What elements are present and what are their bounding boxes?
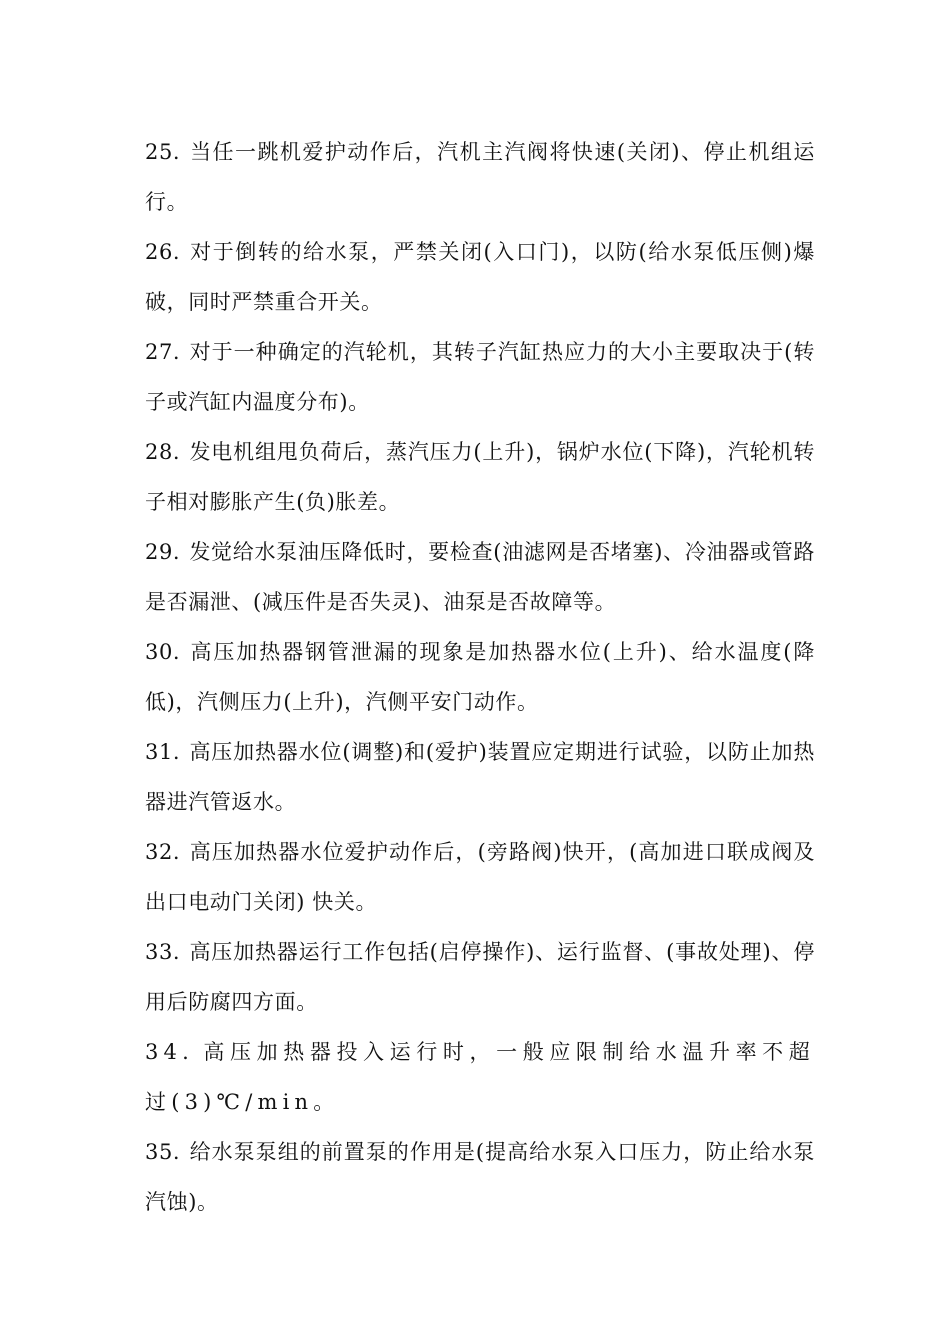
item-number: 34.	[145, 1040, 194, 1064]
item-text: 高压加热器投入运行时，一般应限制给水温升率不超过(3)℃/min。	[145, 1040, 815, 1114]
item-text: 对于倒转的给水泵，严禁关闭(入口门)，以防(给水泵低压侧)爆破，同时严禁重合开关。	[145, 240, 815, 314]
item-text: 发电机组甩负荷后，蒸汽压力(上升)，锅炉水位(下降)，汽轮机转子相对膨胀产生(负)胀差。	[145, 440, 815, 514]
list-item-34	[145, 1027, 815, 1127]
item-text: 高压加热器运行工作包括(启停操作)、运行监督、(事故处理)、停用后防腐四方面。	[145, 940, 815, 1014]
item-number: 31.	[145, 740, 181, 764]
item-text: 发觉给水泵油压降低时，要检查(油滤网是否堵塞)、冷油器或管路是否漏泄、(减压件是否失灵)、油泵是否故障等。	[145, 540, 815, 614]
item-number: 28.	[145, 440, 181, 464]
item-text: 高压加热器水位爱护动作后，(旁路阀)快开，(高加进口联成阀及出口电动门关闭) 快关。	[145, 840, 815, 914]
question-list	[145, 127, 815, 1227]
list-item-28	[145, 427, 815, 527]
list-item-32	[145, 827, 815, 927]
item-text: 高压加热器钢管泄漏的现象是加热器水位(上升)、给水温度(降低)，汽侧压力(上升)，汽侧平安门动作。	[145, 640, 815, 714]
item-number: 26.	[145, 240, 181, 264]
list-item-33	[145, 927, 815, 1027]
list-item-27	[145, 327, 815, 427]
list-item-29	[145, 527, 815, 627]
list-item-35	[145, 1127, 815, 1227]
item-number: 29.	[145, 540, 181, 564]
item-number: 27.	[145, 340, 181, 364]
item-number: 32.	[145, 840, 181, 864]
item-text: 当任一跳机爱护动作后，汽机主汽阀将快速(关闭)、停止机组运行。	[145, 140, 815, 214]
list-item-31	[145, 727, 815, 827]
item-text: 对于一种确定的汽轮机，其转子汽缸热应力的大小主要取决于(转子或汽缸内温度分布)。	[145, 340, 815, 414]
item-number: 25.	[145, 140, 181, 164]
item-text: 给水泵泵组的前置泵的作用是(提高给水泵入口压力，防止给水泵汽蚀)。	[145, 1140, 815, 1214]
item-number: 35.	[145, 1140, 181, 1164]
item-number: 30.	[145, 640, 181, 664]
list-item-25	[145, 127, 815, 227]
item-text: 高压加热器水位(调整)和(爱护)装置应定期进行试验，以防止加热器进汽管返水。	[145, 740, 815, 814]
item-number: 33.	[145, 940, 181, 964]
list-item-26	[145, 227, 815, 327]
list-item-30	[145, 627, 815, 727]
